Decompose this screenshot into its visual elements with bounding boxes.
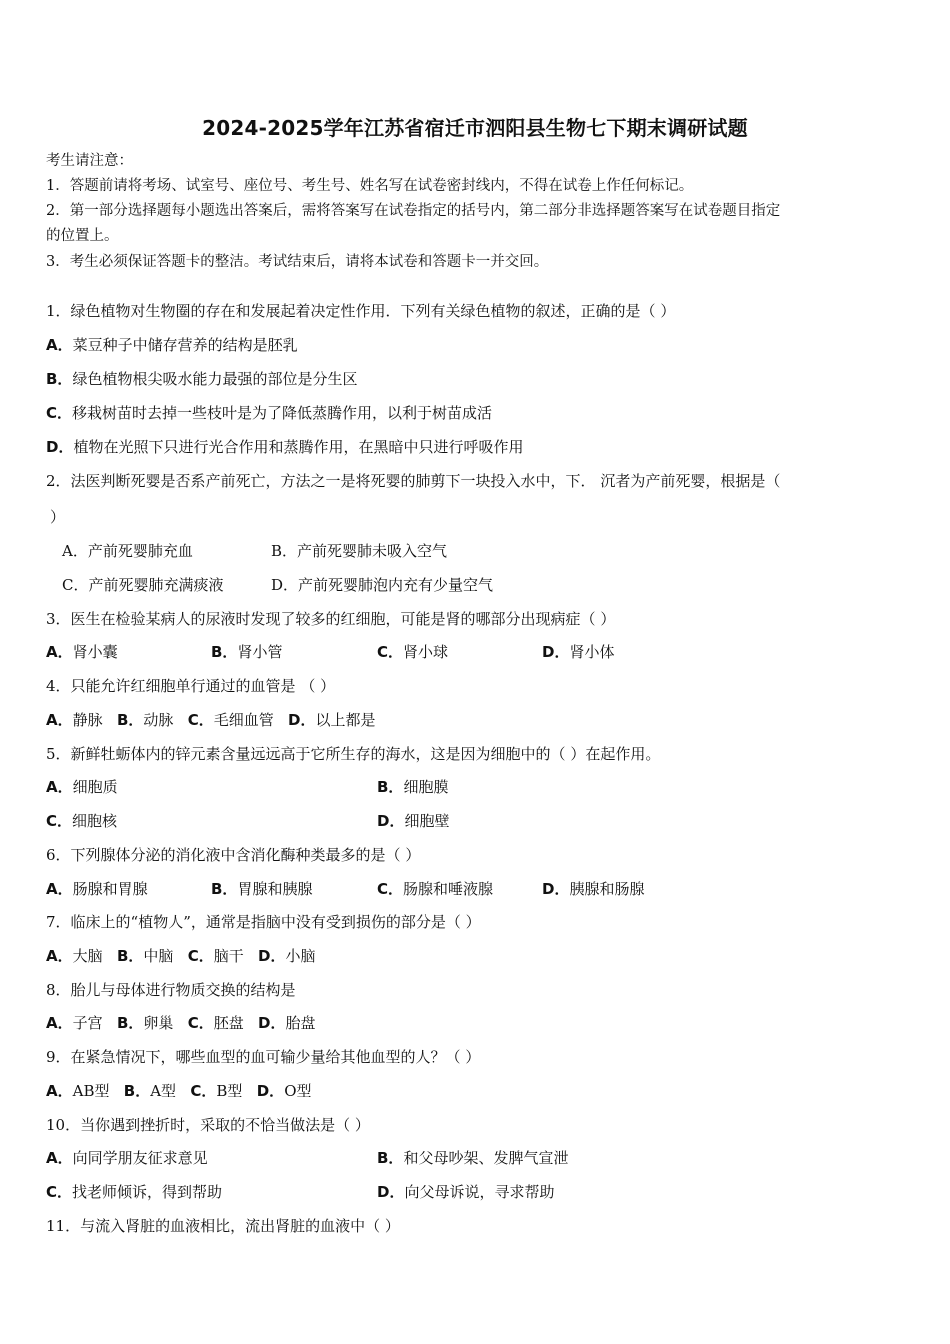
question-5-option-d[interactable] [377,811,449,831]
option-letter: D． [258,947,286,965]
question-3-option-a[interactable] [46,642,118,662]
option-text: O型 [284,1082,312,1100]
question-5-stem: 5．新鲜牡蛎体内的锌元素含量远远高于它所生存的海水，这是因为细胞中的（ ）在起作用。 [46,745,661,763]
question-6-option-a[interactable] [46,879,148,899]
question-3-stem: 3．医生在检验某病人的尿液时发现了较多的红细胞，可能是肾的哪部分出现病症（ ） [46,610,616,628]
question-1-option-d[interactable] [46,437,523,457]
option-text: 脑干 [213,947,244,965]
option-letter: A． [46,1014,73,1032]
option-letter: B． [211,880,238,898]
question-1-option-c[interactable] [46,403,492,423]
question-3-option-b[interactable] [211,642,282,662]
question-10-option-b[interactable] [377,1148,568,1168]
question-9-options [46,1081,312,1101]
question-2-option-d[interactable]: D．产前死婴肺泡内充有少量空气 [271,576,494,594]
option-text: 植物在光照下只进行光合作用和蒸腾作用，在黑暗中只进行呼吸作用 [73,438,524,456]
question-5-option-a[interactable] [46,777,118,797]
question-8-option-c[interactable] [188,1013,244,1033]
option-text: 子宫 [72,1014,103,1032]
option-text: 卵巢 [143,1014,174,1032]
option-text: 静脉 [72,711,103,729]
option-letter: D． [258,1014,286,1032]
option-text: 中脑 [143,947,174,965]
option-text: 胰腺和肠腺 [569,880,645,898]
option-letter: B． [116,1014,144,1032]
option-letter: A． [46,336,73,354]
question-10-option-a[interactable] [46,1148,208,1168]
question-6-option-d[interactable] [542,879,644,899]
option-letter: C． [190,1082,217,1100]
option-letter: B． [46,370,73,388]
option-text: 向父母诉说，寻求帮助 [404,1183,555,1201]
question-4-option-b[interactable] [117,710,173,730]
option-letter: B． [377,1149,404,1167]
option-text: 肠腺和唾液腺 [403,880,494,898]
option-text: 细胞膜 [403,778,449,796]
page-title: 2024-2025学年江苏省宿迁市泗阳县生物七下期末调研试题 [202,116,748,140]
option-letter: A． [46,778,73,796]
option-letter: B． [123,1082,151,1100]
question-6-stem: 6．下列腺体分泌的消化液中含消化酶种类最多的是（ ） [46,846,421,864]
option-letter: C． [46,404,73,422]
question-8-option-a[interactable] [46,1013,103,1033]
question-2-option-c[interactable]: C．产前死婴肺充满痰液 [62,576,224,594]
question-1-stem: 1．绿色植物对生物圈的存在和发展起着决定性作用．下列有关绿色植物的叙述，正确的是（ ） [46,302,676,320]
option-letter: D． [377,812,405,830]
option-letter: D． [542,643,570,661]
question-7-option-c[interactable] [188,946,244,966]
question-2-stem: 2．法医判断死婴是否系产前死亡，方法之一是将死婴的肺剪下一块投入水中，下． 沉者为产前死婴，根据是（ [46,472,781,490]
question-7-stem: 7．临床上的“植物人”，通常是指脑中没有受到损伤的部分是（ ） [46,913,481,931]
option-text: 找老师倾诉，得到帮助 [72,1183,223,1201]
question-8-stem: 8．胎儿与母体进行物质交换的结构是 [46,981,296,999]
option-letter: A． [46,880,73,898]
option-text: 肾小囊 [72,643,118,661]
option-letter: C． [46,1183,73,1201]
question-9-option-c[interactable] [190,1081,242,1101]
question-8-options [46,1013,316,1033]
option-letter: B． [211,643,238,661]
option-letter: C． [377,880,404,898]
option-text: 以上都是 [315,711,376,729]
question-3-option-d[interactable] [542,642,614,662]
option-letter: A． [46,1149,73,1167]
question-7-options [46,946,316,966]
option-letter: D． [288,711,316,729]
question-2-stem-cont: ） [50,508,66,526]
option-text: 和父母吵架、发脾气宣泄 [403,1149,569,1167]
option-text: 菜豆种子中储存营养的结构是胚乳 [72,336,298,354]
option-text: 毛细血管 [213,711,274,729]
option-text: 移栽树苗时去掉一些枝叶是为了降低蒸腾作用，以利于树苗成活 [72,404,493,422]
question-4-option-a[interactable] [46,710,103,730]
notice-item-2: 2．第一部分选择题每小题选出答案后，需将答案写在试卷指定的括号内，第二部分非选择题答案写在试卷题目指定 [46,203,781,219]
option-text: 细胞质 [72,778,118,796]
question-4-option-d[interactable] [288,710,375,730]
option-letter: D． [377,1183,405,1201]
question-6-option-c[interactable] [377,879,493,899]
question-8-option-d[interactable] [258,1013,315,1033]
option-letter: D． [46,438,74,456]
option-letter: A． [46,711,73,729]
option-letter: C． [187,947,214,965]
option-text: 肠腺和胃腺 [72,880,148,898]
question-7-option-a[interactable] [46,946,103,966]
question-1-option-b[interactable] [46,369,357,389]
question-4-options [46,710,376,730]
option-letter: B． [116,711,144,729]
question-4-stem: 4．只能允许红细胞单行通过的血管是 （ ） [46,677,336,695]
notice-item-2-cont: 的位置上。 [46,228,119,244]
question-9-stem: 9．在紧急情况下，哪些血型的血可输少量给其他血型的人？（ ） [46,1048,481,1066]
option-text: 动脉 [143,711,174,729]
question-9-option-b[interactable] [124,1081,176,1101]
option-letter: A． [46,643,73,661]
question-2-option-a[interactable]: A．产前死婴肺充血 [62,542,193,560]
question-9-option-d[interactable] [257,1081,312,1101]
option-text: 向同学朋友征求意见 [72,1149,208,1167]
question-10-option-c[interactable] [46,1182,222,1202]
option-text: 小脑 [285,947,316,965]
option-letter: C． [377,643,404,661]
option-text: 胚盘 [213,1014,244,1032]
option-text: B型 [216,1082,243,1100]
option-text: 肾小体 [569,643,615,661]
notice-item-3: 3．考生必须保证答题卡的整洁。考试结束后，请将本试卷和答题卡一并交回。 [46,254,549,270]
question-1-option-a[interactable] [46,335,298,355]
option-text: 胎盘 [285,1014,316,1032]
question-7-option-d[interactable] [258,946,315,966]
option-text: AB型 [72,1082,110,1100]
notice-heading: 考生请注意： [46,153,133,169]
option-letter: A． [46,947,73,965]
question-8-option-b[interactable] [117,1013,173,1033]
option-text: 细胞壁 [404,812,450,830]
option-letter: C． [187,1014,214,1032]
option-letter: C． [46,812,73,830]
option-letter: B． [116,947,144,965]
question-6-option-b[interactable] [211,879,312,899]
option-letter: A． [46,1082,73,1100]
option-text: 细胞核 [72,812,118,830]
question-5-option-c[interactable] [46,811,117,831]
option-text: 绿色植物根尖吸水能力最强的部位是分生区 [72,370,358,388]
question-3-option-c[interactable] [377,642,448,662]
question-4-option-c[interactable] [188,710,274,730]
option-text: A型 [150,1082,177,1100]
option-letter: C． [187,711,214,729]
question-10-option-d[interactable] [377,1182,554,1202]
question-10-stem: 10．当你遇到挫折时，采取的不恰当做法是（ ） [46,1116,370,1134]
question-2-option-b[interactable]: B．产前死婴肺未吸入空气 [271,542,448,560]
option-letter: D． [256,1082,285,1100]
option-letter: B． [377,778,404,796]
question-9-option-a[interactable] [46,1081,109,1101]
notice-item-1: 1．答题前请将考场、试室号、座位号、考生号、姓名写在试卷密封线内，不得在试卷上作任何标记。 [46,178,694,194]
option-text: 胃腺和胰腺 [237,880,313,898]
question-7-option-b[interactable] [117,946,173,966]
option-letter: D． [542,880,570,898]
question-5-option-b[interactable] [377,777,448,797]
question-11-stem: 11．与流入肾脏的血液相比，流出肾脏的血液中（ ） [46,1217,400,1235]
option-text: 大脑 [72,947,103,965]
option-text: 肾小球 [403,643,449,661]
option-text: 肾小管 [237,643,283,661]
